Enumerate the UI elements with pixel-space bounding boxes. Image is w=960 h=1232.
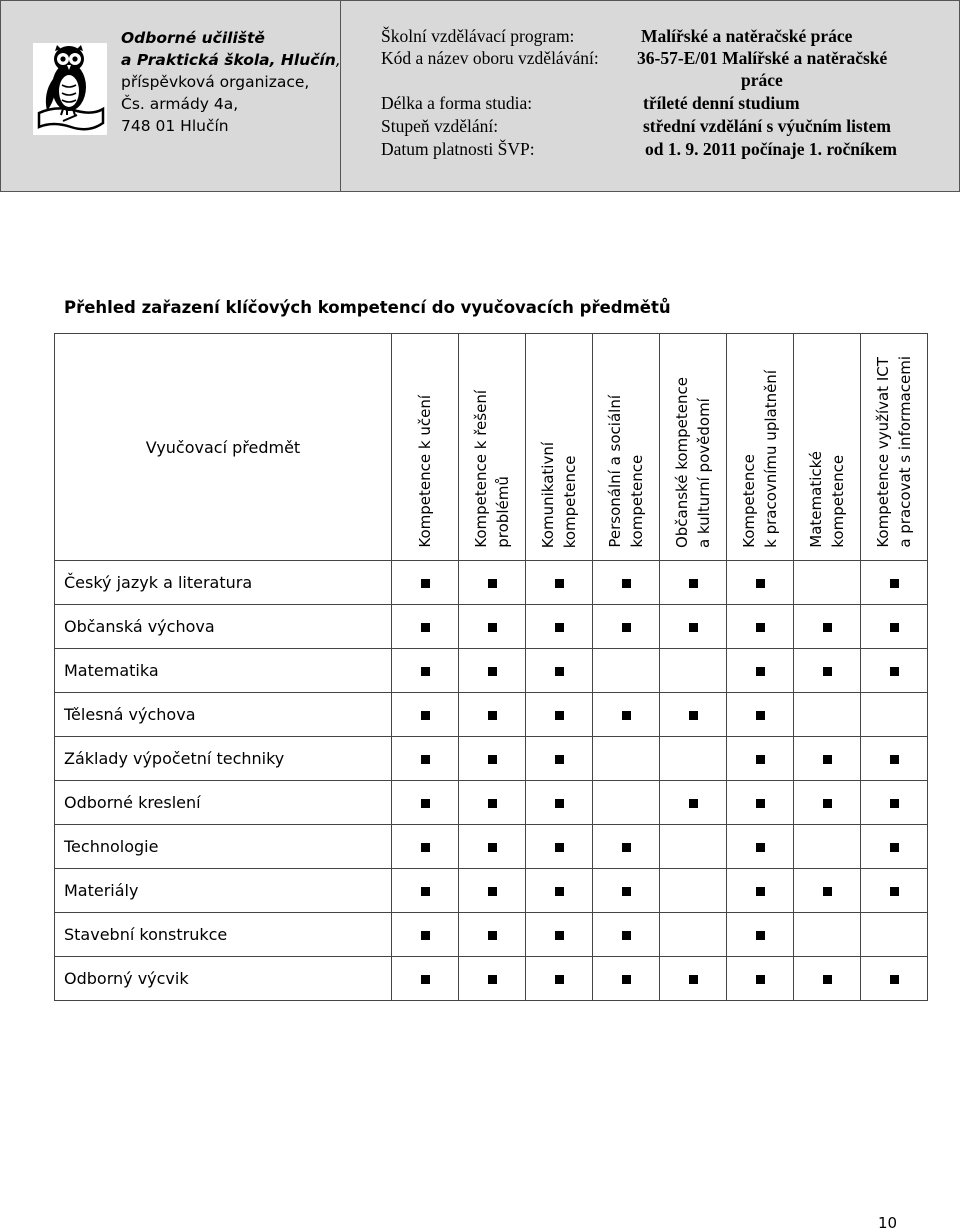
filled-square-icon — [488, 887, 497, 896]
competency-header — [593, 334, 660, 561]
filled-square-icon — [689, 799, 698, 808]
filled-square-icon — [488, 799, 497, 808]
filled-square-icon — [890, 579, 899, 588]
filled-square-icon — [823, 667, 832, 676]
competency-cell — [727, 957, 794, 1001]
table-row — [55, 869, 928, 913]
competency-cell — [392, 693, 459, 737]
competency-cell — [526, 737, 593, 781]
competency-cell — [526, 957, 593, 1001]
competency-header-label: Matematické kompetence — [807, 451, 847, 548]
competency-cell — [660, 561, 727, 605]
table-row — [55, 737, 928, 781]
competency-header — [459, 334, 526, 561]
competency-cell — [459, 869, 526, 913]
competency-cell — [861, 737, 928, 781]
school-name-line2 — [121, 49, 341, 71]
competency-cell — [794, 737, 861, 781]
filled-square-icon — [622, 711, 631, 720]
filled-square-icon — [689, 579, 698, 588]
competency-cell — [593, 605, 660, 649]
document-header — [0, 0, 960, 192]
competency-cell — [660, 825, 727, 869]
competency-cell — [392, 869, 459, 913]
filled-square-icon — [823, 799, 832, 808]
competency-cell — [861, 957, 928, 1001]
competency-cell — [593, 957, 660, 1001]
competency-cell — [794, 913, 861, 957]
filled-square-icon — [689, 623, 698, 632]
competency-header-label: Personální a sociální kompetence — [606, 395, 646, 548]
subject-name: Stavební konstrukce — [55, 913, 392, 957]
filled-square-icon — [890, 975, 899, 984]
filled-square-icon — [421, 931, 430, 940]
filled-square-icon — [823, 623, 832, 632]
competency-cell — [593, 561, 660, 605]
school-name-line1: Odborné učiliště — [121, 29, 265, 47]
filled-square-icon — [622, 887, 631, 896]
competency-cell — [526, 693, 593, 737]
filled-square-icon — [756, 843, 765, 852]
subject-name: Základy výpočetní techniky — [55, 737, 392, 781]
competency-cell — [861, 605, 928, 649]
competency-cell — [660, 957, 727, 1001]
filled-square-icon — [421, 623, 430, 632]
competency-header — [660, 334, 727, 561]
filled-square-icon — [421, 799, 430, 808]
competency-cell — [861, 561, 928, 605]
table-row — [55, 957, 928, 1001]
program-value: od 1. 9. 2011 počínaje 1. ročníkem — [645, 139, 897, 159]
competency-cell — [660, 605, 727, 649]
filled-square-icon — [421, 579, 430, 588]
filled-square-icon — [890, 623, 899, 632]
competency-cell — [526, 913, 593, 957]
filled-square-icon — [890, 887, 899, 896]
competency-cell — [459, 737, 526, 781]
competency-cell — [392, 561, 459, 605]
competency-header — [861, 334, 928, 561]
filled-square-icon — [890, 667, 899, 676]
filled-square-icon — [421, 755, 430, 764]
competency-cell — [459, 957, 526, 1001]
filled-square-icon — [555, 975, 564, 984]
filled-square-icon — [488, 667, 497, 676]
competency-cell — [660, 869, 727, 913]
filled-square-icon — [622, 843, 631, 852]
competency-cell — [660, 913, 727, 957]
table-body — [55, 561, 928, 1001]
competency-cell — [593, 825, 660, 869]
competency-cell — [392, 913, 459, 957]
competency-cell — [459, 649, 526, 693]
competency-cell — [794, 869, 861, 913]
table-row — [55, 825, 928, 869]
competency-cell — [861, 693, 928, 737]
filled-square-icon — [555, 711, 564, 720]
filled-square-icon — [756, 975, 765, 984]
section-title: Přehled zařazení klíčových kompetencí do vyučovacích předmětů — [64, 298, 671, 317]
subject-name: Odborný výcvik — [55, 957, 392, 1001]
filled-square-icon — [488, 755, 497, 764]
subject-name: Český jazyk a literatura — [55, 561, 392, 605]
competency-cell — [794, 781, 861, 825]
competency-cell — [526, 869, 593, 913]
competency-header-label: Kompetence k pracovnímu uplatnění — [740, 370, 780, 548]
filled-square-icon — [488, 843, 497, 852]
filled-square-icon — [890, 843, 899, 852]
filled-square-icon — [823, 755, 832, 764]
program-label: Školní vzdělávací program: — [381, 26, 575, 46]
subject-name: Technologie — [55, 825, 392, 869]
filled-square-icon — [488, 931, 497, 940]
filled-square-icon — [488, 623, 497, 632]
filled-square-icon — [823, 887, 832, 896]
competency-cell — [727, 825, 794, 869]
program-info-panel — [341, 1, 959, 191]
filled-square-icon — [756, 799, 765, 808]
filled-square-icon — [555, 799, 564, 808]
competency-cell — [392, 737, 459, 781]
filled-square-icon — [421, 887, 430, 896]
competency-cell — [861, 869, 928, 913]
filled-square-icon — [756, 579, 765, 588]
filled-square-icon — [756, 755, 765, 764]
competency-cell — [593, 781, 660, 825]
competency-cell — [392, 825, 459, 869]
competency-cell — [794, 561, 861, 605]
filled-square-icon — [756, 623, 765, 632]
filled-square-icon — [890, 755, 899, 764]
competency-cell — [660, 693, 727, 737]
competency-header-label: Kompetence využívat ICT a pracovat s informacemi — [874, 356, 914, 548]
competency-cell — [861, 781, 928, 825]
program-label: Datum platnosti ŠVP: — [381, 139, 535, 159]
table-header-row — [55, 334, 928, 561]
competency-cell — [727, 869, 794, 913]
subject-name: Občanská výchova — [55, 605, 392, 649]
competency-cell — [593, 693, 660, 737]
competency-cell — [794, 693, 861, 737]
filled-square-icon — [756, 887, 765, 896]
competency-header — [392, 334, 459, 561]
filled-square-icon — [622, 579, 631, 588]
filled-square-icon — [488, 579, 497, 588]
competency-cell — [526, 825, 593, 869]
competency-cell — [660, 781, 727, 825]
competency-header-label: Kompetence k řešení problémů — [472, 390, 512, 548]
competency-cell — [727, 913, 794, 957]
program-value: Malířské a natěračské práce — [641, 26, 853, 46]
competency-header-label: Občanské kompetence a kulturní povědomí — [673, 376, 713, 548]
filled-square-icon — [555, 579, 564, 588]
filled-square-icon — [622, 975, 631, 984]
filled-square-icon — [555, 623, 564, 632]
competency-header-label: Kompetence k učení — [416, 395, 434, 548]
competency-cell — [392, 957, 459, 1001]
competency-cell — [526, 649, 593, 693]
competency-cell — [727, 561, 794, 605]
filled-square-icon — [421, 843, 430, 852]
table-row — [55, 693, 928, 737]
competency-cell — [459, 781, 526, 825]
competency-cell — [660, 737, 727, 781]
page-number: 10 — [878, 1214, 898, 1232]
program-value: střední vzdělání s výučním listem — [643, 116, 891, 136]
filled-square-icon — [555, 843, 564, 852]
filled-square-icon — [689, 975, 698, 984]
competency-cell — [459, 913, 526, 957]
competency-header — [526, 334, 593, 561]
school-org-type: příspěvková organizace, — [121, 73, 310, 91]
program-value: tříleté denní studium — [643, 93, 800, 113]
subject-column-header: Vyučovací předmět — [55, 334, 392, 561]
competency-cell — [593, 737, 660, 781]
program-value: práce — [741, 70, 783, 90]
table-row — [55, 561, 928, 605]
competency-cell — [861, 913, 928, 957]
table-row — [55, 649, 928, 693]
subject-name: Materiály — [55, 869, 392, 913]
filled-square-icon — [555, 667, 564, 676]
competency-header-label: Komunikativní kompetence — [539, 441, 579, 548]
program-label: Kód a název oboru vzdělávání: — [381, 48, 599, 68]
school-info-panel — [1, 1, 341, 191]
competency-cell — [392, 649, 459, 693]
competency-cell — [526, 605, 593, 649]
competency-cell — [794, 825, 861, 869]
filled-square-icon — [890, 799, 899, 808]
competency-cell — [593, 649, 660, 693]
competency-cell — [459, 561, 526, 605]
competency-cell — [392, 605, 459, 649]
competency-cell — [593, 869, 660, 913]
filled-square-icon — [689, 711, 698, 720]
competency-cell — [459, 693, 526, 737]
table-row — [55, 781, 928, 825]
program-label: Stupeň vzdělání: — [381, 116, 499, 136]
competency-cell — [727, 649, 794, 693]
school-name-line2-bold: a Praktická škola, Hlučín — [121, 51, 336, 69]
filled-square-icon — [421, 975, 430, 984]
table-row — [55, 913, 928, 957]
filled-square-icon — [421, 667, 430, 676]
competency-cell — [727, 781, 794, 825]
competency-cell — [861, 825, 928, 869]
competency-cell — [727, 605, 794, 649]
filled-square-icon — [421, 711, 430, 720]
competency-cell — [861, 649, 928, 693]
subject-name: Odborné kreslení — [55, 781, 392, 825]
competency-header — [794, 334, 861, 561]
competency-cell — [526, 561, 593, 605]
program-value: 36-57-E/01 Malířské a natěračské — [637, 48, 888, 68]
competency-cell — [794, 957, 861, 1001]
filled-square-icon — [823, 975, 832, 984]
competency-cell — [459, 605, 526, 649]
filled-square-icon — [488, 711, 497, 720]
school-street: Čs. armády 4a, — [121, 95, 239, 113]
filled-square-icon — [622, 931, 631, 940]
filled-square-icon — [756, 931, 765, 940]
school-city: 748 01 Hlučín — [121, 117, 229, 135]
competency-cell — [526, 781, 593, 825]
competency-cell — [660, 649, 727, 693]
filled-square-icon — [622, 623, 631, 632]
competency-cell — [459, 825, 526, 869]
filled-square-icon — [555, 755, 564, 764]
filled-square-icon — [555, 931, 564, 940]
school-name-line2-comma: , — [335, 51, 341, 69]
filled-square-icon — [555, 887, 564, 896]
competency-cell — [727, 693, 794, 737]
table-row — [55, 605, 928, 649]
subject-name: Tělesná výchova — [55, 693, 392, 737]
competency-cell — [593, 913, 660, 957]
competency-table — [54, 333, 928, 1001]
competency-cell — [392, 781, 459, 825]
program-label: Délka a forma studia: — [381, 93, 533, 113]
competency-cell — [794, 605, 861, 649]
subject-name: Matematika — [55, 649, 392, 693]
filled-square-icon — [756, 711, 765, 720]
owl-logo-icon — [33, 43, 107, 135]
competency-cell — [727, 737, 794, 781]
competency-cell — [794, 649, 861, 693]
competency-header — [727, 334, 794, 561]
filled-square-icon — [488, 975, 497, 984]
school-address — [121, 27, 341, 137]
filled-square-icon — [756, 667, 765, 676]
